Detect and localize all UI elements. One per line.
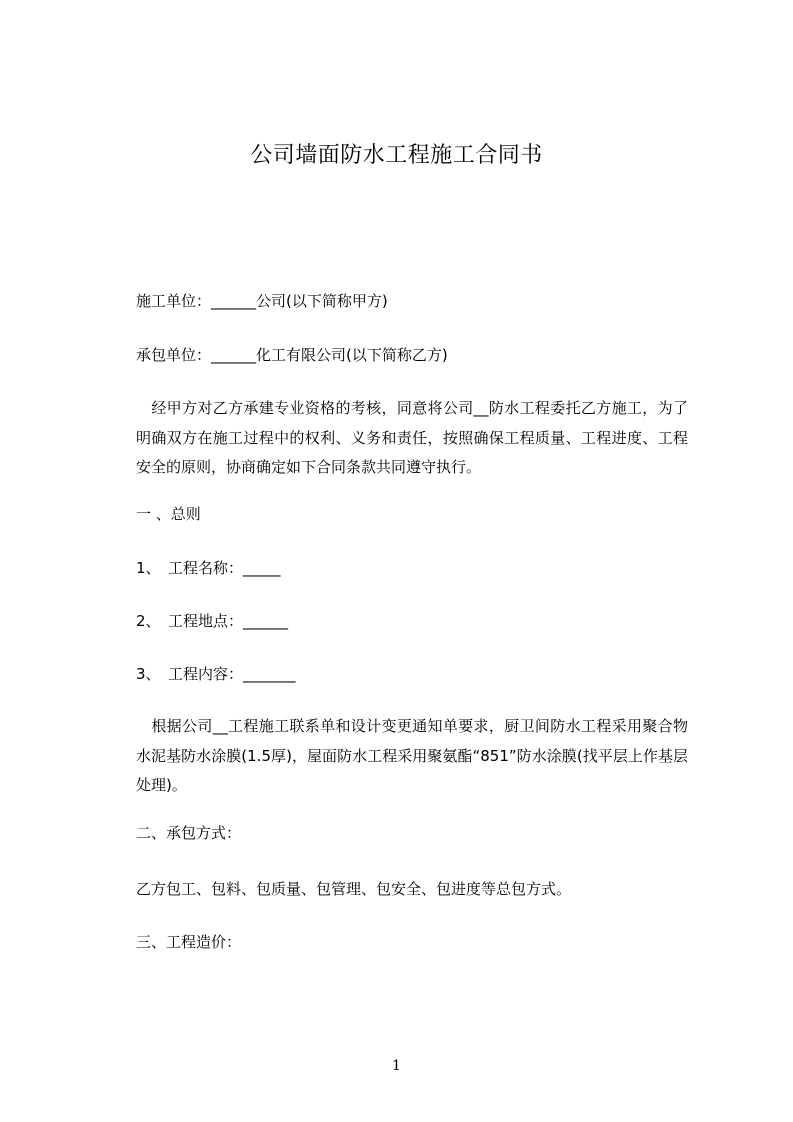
section-1-heading: 一 、总则 — [136, 505, 201, 523]
section-2-body: 乙方包工、包料、包质量、包管理、包安全、包进度等总包方式。 — [136, 880, 572, 898]
section-2-heading: 二、承包方式： — [136, 824, 242, 842]
item-project-location: 2、 工程地点：______ — [136, 612, 289, 630]
section-3-heading: 三、工程造价： — [136, 933, 242, 951]
document-title: 公司墙面防水工程施工合同书 — [250, 143, 543, 168]
item-project-content: 3、 工程内容：_______ — [136, 665, 296, 683]
party-a-line: 施工单位：______公司(以下简称甲方) — [136, 292, 388, 310]
item-project-name: 1、 工程名称：_____ — [136, 559, 281, 577]
scope-paragraph: 根据公司__工程施工联系单和设计变更通知单要求，厨卫间防水工程采用聚合物水泥基防水涂膜(1.5厚)，屋面防水工程采用聚氨酯“851”防水涂膜(找平层上作基层处理)。 — [136, 717, 688, 794]
intro-paragraph: 经甲方对乙方承建专业资格的考核，同意将公司__防水工程委托乙方施工，为了明确双方在施工过程中的权利、义务和责任，按照确保工程质量、工程进度、工程安全的原则，协商确定如下合同条款共同遵守执行。 — [136, 399, 688, 476]
party-b-line: 承包单位：______化工有限公司(以下简称乙方) — [136, 346, 448, 364]
page-number: 1 — [392, 1058, 401, 1074]
